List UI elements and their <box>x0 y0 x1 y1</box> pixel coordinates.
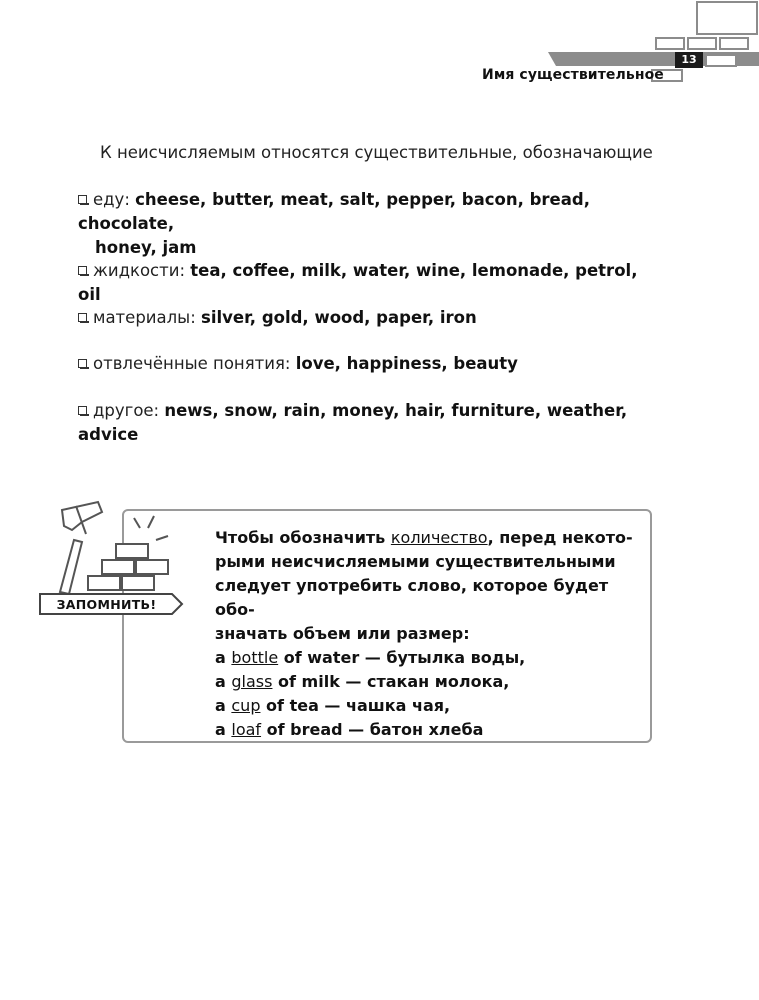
category-label: отвлечённые понятия: <box>93 354 291 373</box>
category-label: еду: <box>93 190 130 209</box>
checkbox-bullet-icon <box>78 359 87 368</box>
note-line: следует употребить слово, которое будет обо- <box>215 576 609 619</box>
list-item-other <box>78 399 638 447</box>
remember-note-text <box>215 526 635 742</box>
checkbox-bullet-icon <box>78 266 87 275</box>
example-line: a loaf of bread — батон хлеба <box>215 720 484 739</box>
list-item-materials <box>78 306 638 330</box>
underlined-word: glass <box>231 672 273 691</box>
category-label: жидкости: <box>93 261 186 280</box>
category-words: love, happiness, beauty <box>295 354 518 373</box>
remember-label: ЗАПОМНИТЬ! <box>56 597 157 612</box>
list-item-liquids <box>78 259 638 307</box>
checkbox-bullet-icon <box>78 406 87 415</box>
note-line: рыми неисчисляемыми существительными <box>215 552 616 571</box>
header-decoration <box>0 0 759 100</box>
list-item-abstract <box>78 352 638 376</box>
underlined-word: количество <box>390 528 488 547</box>
checkbox-bullet-icon <box>78 195 87 204</box>
note-line: Чтобы обозначить количество, перед некото- <box>215 528 633 547</box>
category-label: материалы: <box>93 308 196 327</box>
underlined-word: cup <box>231 696 261 715</box>
category-label: другое: <box>93 401 160 420</box>
page-number: 13 <box>681 53 697 66</box>
intro-text: К неисчисляемым относятся существительные, обозначающие <box>100 143 653 162</box>
category-words: cheese, butter, meat, salt, pepper, bacon, bread, chocolate, <box>78 190 590 233</box>
example-line: a bottle of water — бутылка воды, <box>215 648 526 667</box>
category-words: news, snow, rain, money, hair, furniture, weather, advice <box>78 401 628 444</box>
category-words: silver, gold, wood, paper, iron <box>201 308 477 327</box>
example-line: a glass of milk — стакан молока, <box>215 672 510 691</box>
category-words-cont: honey, jam <box>95 238 197 257</box>
page-header <box>0 0 759 100</box>
checkbox-bullet-icon <box>78 313 87 322</box>
underlined-word: bottle <box>231 648 279 667</box>
section-title: Имя существительное <box>482 67 664 83</box>
underlined-word: loaf <box>231 720 262 739</box>
note-line: значать объем или размер: <box>215 624 470 643</box>
list-item-food <box>78 188 638 260</box>
example-line: a cup of tea — чашка чая, <box>215 696 451 715</box>
category-words: tea, coffee, milk, water, wine, lemonade, petrol, oil <box>78 261 638 304</box>
